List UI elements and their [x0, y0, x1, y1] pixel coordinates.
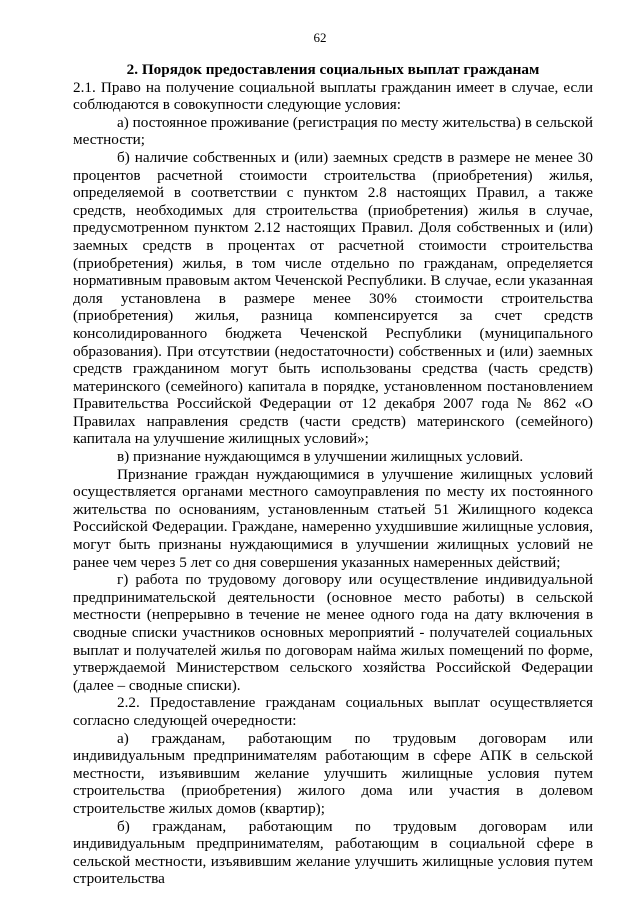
document-body — [73, 61, 593, 888]
paragraph-recognition: Признание граждан нуждающимися в улучшение жилищных условий осуществляется органами местного самоуправления по месту их постоянного жительства по основаниям, установленным статьей 51 Жилищного кодекса Российской Федерации. Граждане, намеренно ухудшившие жилищные условия, могут быть признаны нуждающимися в улучшении жилищных условий не ранее чем через 5 лет со дня совершения указанных намеренных действий; — [73, 465, 593, 571]
paragraph-item-v: в) признание нуждающимся в улучшении жилищных условий. — [117, 448, 524, 466]
paragraph-item-b: б) наличие собственных и (или) заемных средств в размере не менее 30 процентов расчетной стоимости строительства (приобретения) жилья, определяемой в соответствии с пунктом 2.8 настоящих Правил, а также средств, необходимых для строительства (приобретения) жилья в случае, предусмотренном пунктом 2.12 настоящих Правил. Доля собственных и (или) заемных средств в процентах от расчетной стоимости строительства (приобретения) жилья, в том числе отдельно по гражданам, определяется нормативным правовым актом Чеченской Республики. В случае, если указанная доля установлена в размере менее 30% стоимости строительства (приобретения) жилья, разница компенсируется за счет средств консолидированного бюджета Чеченской Республики (муниципального образования). При отсутствии (недостаточности) собственных и (или) заемных средств гражданином могут быть использованы средства (часть средств) материнского (семейного) капитала в порядке, установленном постановлением Правительства Российской Федерации от 12 декабря 2007 года № 862 «О Правилах направления средств (части средств) материнского (семейного) капитала на улучшение жилищных условий»; — [73, 148, 593, 448]
paragraph-item-g: г) работа по трудовому договору или осуществление индивидуальной предпринимательской деятельности (основное место работы) в сельской местности (непрерывно в течение не менее одного года на дату включения в сводные списки участников основных мероприятий - получателей социальных выплат и получателей жилья по договорам найма жилых помещений по форме, утверждаемой Министерством сельского хозяйства Российской Федерации (далее – сводные списки). — [73, 571, 593, 694]
section-title: 2. Порядок предоставления социальных выплат гражданам — [126, 61, 540, 78]
paragraph-2-1: 2.1. Право на получение социальной выплаты гражданин имеет в случае, если соблюдаются в совокупности следующие условия: — [73, 78, 593, 114]
paragraph-2-2-item-a: а) гражданам, работающим по трудовым договорам или индивидуальным предпринимателям работающим в сфере АПК в сельской местности, изъявившим желание улучшить жилищные условия путем строительства (приобретения) жилого дома или участия в долевом строительстве жилых домов (квартир); — [73, 729, 593, 817]
paragraph-2-2: 2.2. Предоставление гражданам социальных выплат осуществляется согласно следующей очередности: — [73, 694, 593, 729]
page-number: 62 — [313, 30, 327, 45]
paragraph-item-a: а) постоянное проживание (регистрация по месту жительства) в сельской местности; — [73, 113, 593, 149]
paragraph-2-2-item-b: б) гражданам, работающим по трудовым договорам или индивидуальным предпринимателям, работающим в социальной сфере в сельской местности, изъявившим желание улучшить жилищные условия путем строительства — [73, 817, 593, 888]
